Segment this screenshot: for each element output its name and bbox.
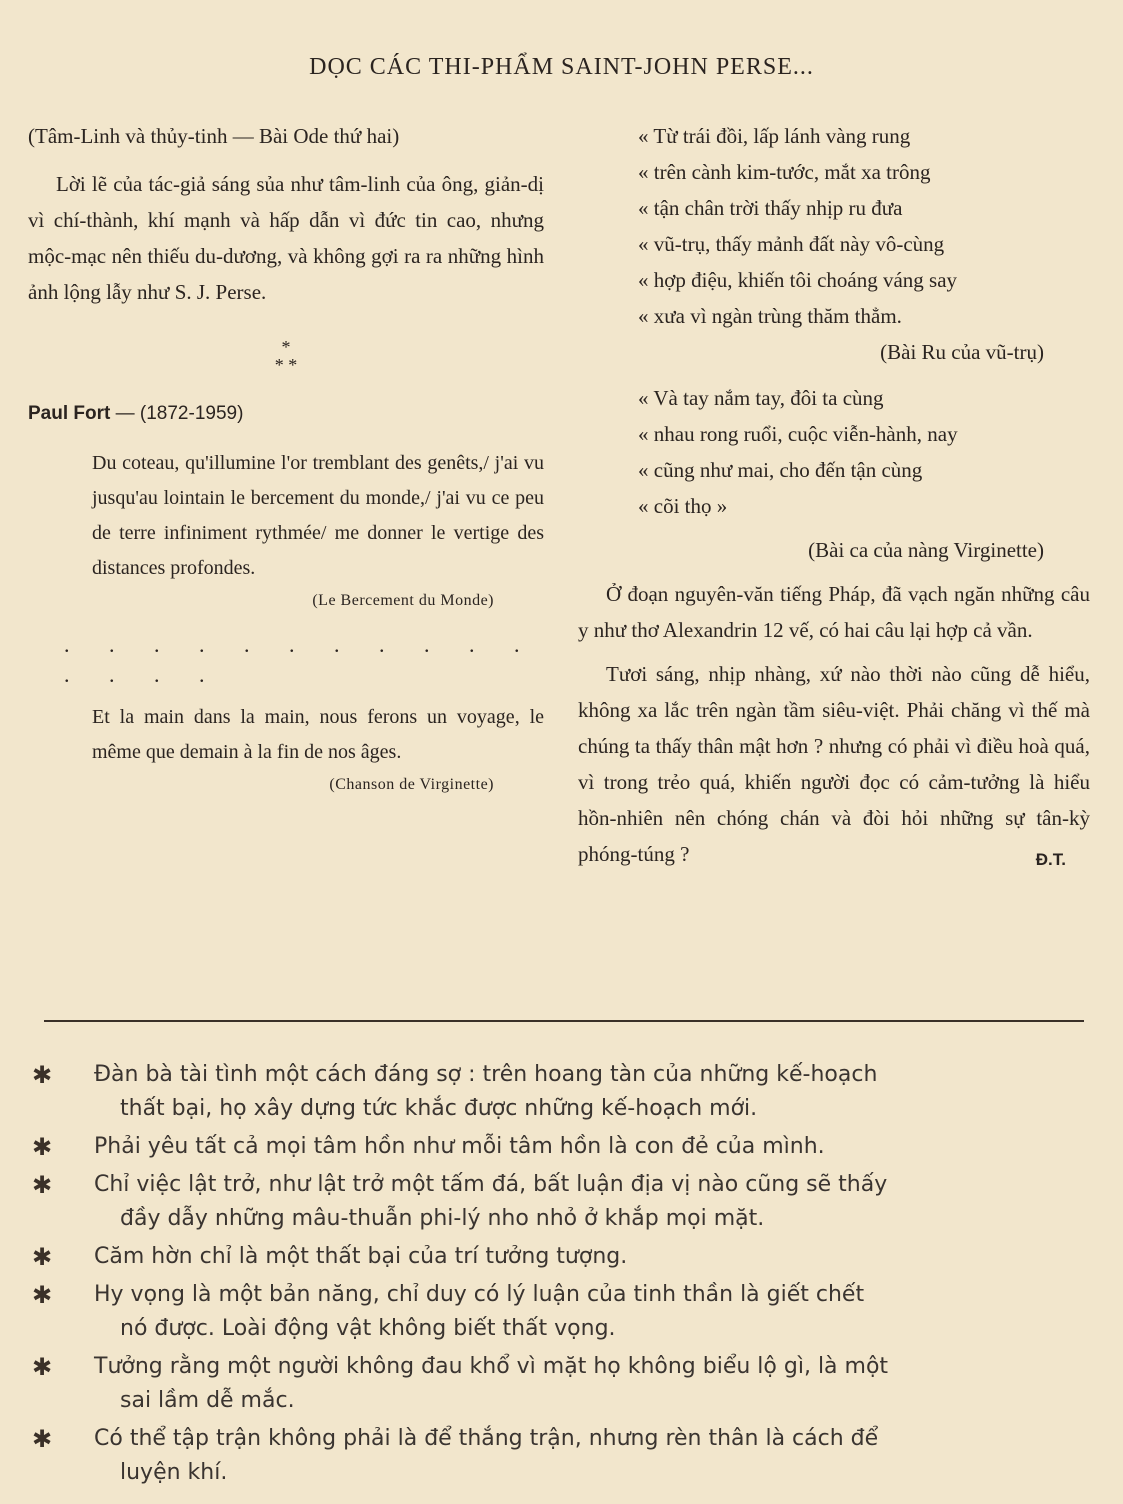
- translation-verse-2: [578, 380, 1090, 524]
- verse-citation-2: (Bài ca của nàng Virginette): [808, 538, 1044, 562]
- maxim-line: Tưởng rằng một người không đau khổ vì mặt họ không biểu lộ gì, là một: [94, 1354, 889, 1379]
- french-citation-2: (Chanson de Virginette): [329, 776, 494, 793]
- maxim-item: [30, 1168, 1090, 1236]
- maxim-item: [30, 1058, 1090, 1126]
- star-bullet-icon: ✱: [32, 1353, 53, 1381]
- maxim-item: [30, 1350, 1090, 1418]
- maxim-item: [30, 1422, 1090, 1490]
- maxim-line: luyện khí.: [120, 1460, 228, 1485]
- maxim-line: Có thể tập trận không phải là để thắng trận, nhưng rèn thân là cách để: [94, 1426, 879, 1451]
- maxim-line: Căm hờn chỉ là một thất bại của trí tưởng tượng.: [94, 1244, 628, 1269]
- author-signature: Đ.T.: [1035, 850, 1066, 869]
- verse-line: « cũng như mai, cho đến tận cùng: [638, 458, 923, 482]
- separator-star-bottom: * *: [274, 355, 298, 375]
- maxim-line: Hy vọng là một bản năng, chỉ duy có lý luận của tinh thần là giết chết: [94, 1282, 865, 1307]
- maxim-line: đầy dẫy những mâu-thuẫn phi-lý nho nhỏ ở khắp mọi mặt.: [120, 1206, 765, 1231]
- verse-line: « nhau rong ruổi, cuộc viễn-hành, nay: [638, 422, 958, 446]
- verse-line: « trên cành kim-tước, mắt xa trông: [638, 160, 931, 184]
- poet-name: Paul Fort: [28, 403, 111, 424]
- maxim-line: Phải yêu tất cả mọi tâm hồn như mỗi tâm hồn là con đẻ của mình.: [94, 1134, 825, 1159]
- maxims-list: [30, 1058, 1090, 1494]
- maxim-line: Đàn bà tài tình một cách đáng sợ : trên hoang tàn của những kế-hoạch: [94, 1062, 878, 1087]
- verse-line: « xưa vì ngàn trùng thăm thẳm.: [638, 304, 902, 328]
- star-bullet-icon: ✱: [32, 1061, 53, 1089]
- commentary-paragraph-2: Tươi sáng, nhịp nhàng, xứ nào thời nào cũng dễ hiểu, không xa lắc trên ngàn tầm siêu-việt. Phải chăng vì thế mà chúng ta thấy thân mật hơn ? nhưng có phải vì điều hoà quá, vì trong trẻo quá, khiến người đọc có cảm-tưởng là hiểu hồn-nhiên nên chóng chán và đòi hỏi những sự tân-kỳ phóng-túng ?: [578, 662, 1090, 866]
- french-excerpt-1: Du coteau, qu'illumine l'or tremblant des genêts,/ j'ai vu jusqu'au lointain le bercement du monde,/ j'ai vu ce peu de terre infiniment rythmée/ me donner le vertige des distances profondes.: [92, 452, 544, 579]
- maxim-item: [30, 1240, 1090, 1274]
- verse-line: « vũ-trụ, thấy mảnh đất này vô-cùng: [638, 232, 945, 256]
- section-rule: [44, 1020, 1084, 1022]
- verse-line: « Từ trái đồi, lấp lánh vàng rung: [638, 124, 911, 148]
- intro-reference: (Tâm-Linh và thủy-tinh — Bài Ode thứ hai): [28, 124, 400, 148]
- verse-line: « cõi thọ »: [638, 494, 728, 518]
- poet-dates: — (1872-1959): [110, 403, 244, 424]
- verse-line: « tận chân trời thấy nhịp ru đưa: [638, 196, 903, 220]
- intro-paragraph: Lời lẽ của tác-giả sáng sủa như tâm-linh của ông, giản-dị vì chí-thành, khí mạnh và hấp dẫn vì đức tin cao, nhưng mộc-mạc nên thiếu du-dương, và không gợi ra ra những hình ảnh lộng lẫy như S. J. Perse.: [28, 172, 544, 304]
- verse-line: « Và tay nắm tay, đôi ta cùng: [638, 386, 884, 410]
- translation-verse-1: [578, 118, 1090, 334]
- page-title: DỌC CÁC THI-PHẨM SAINT-JOHN PERSE...: [309, 54, 814, 80]
- separator-star-top: *: [281, 337, 291, 357]
- maxim-line: nó được. Loài động vật không biết thất vọng.: [120, 1316, 616, 1341]
- verse-citation-1: (Bài Ru của vũ-trụ): [880, 340, 1044, 364]
- star-bullet-icon: ✱: [32, 1281, 53, 1309]
- left-column: [28, 118, 544, 800]
- maxim-item: [30, 1130, 1090, 1164]
- maxim-item: [30, 1278, 1090, 1346]
- verse-line: « hợp điệu, khiến tôi choáng váng say: [638, 268, 958, 292]
- star-bullet-icon: ✱: [32, 1133, 53, 1161]
- french-excerpt-2: Et la main dans la main, nous ferons un voyage, le même que demain à la fin de nos âges.: [92, 706, 544, 763]
- star-bullet-icon: ✱: [32, 1425, 53, 1453]
- poet-heading: [28, 396, 544, 432]
- maxim-line: thất bại, họ xây dựng tức khắc được những kế-hoạch mới.: [120, 1096, 758, 1121]
- star-bullet-icon: ✱: [32, 1243, 53, 1271]
- right-column: [578, 118, 1090, 878]
- star-bullet-icon: ✱: [32, 1171, 53, 1199]
- french-citation-1: (Le Bercement du Monde): [312, 592, 494, 609]
- section-separator: [28, 338, 544, 374]
- maxim-line: sai lầm dễ mắc.: [120, 1388, 295, 1413]
- ellipsis-divider: . . . . . . . . . . . . . . .: [64, 632, 537, 687]
- commentary-paragraph-1: Ở đoạn nguyên-văn tiếng Pháp, đã vạch ngăn những câu y như thơ Alexandrin 12 vế, có hai câu lại hợp cả vần.: [578, 582, 1090, 642]
- maxim-line: Chỉ việc lật trở, như lật trở một tấm đá, bất luận địa vị nào cũng sẽ thấy: [94, 1172, 888, 1197]
